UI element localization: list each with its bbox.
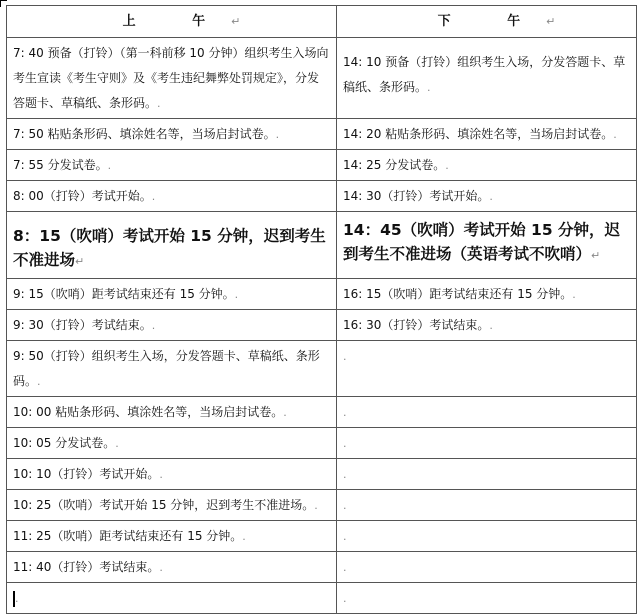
afternoon-cell: . <box>337 490 637 521</box>
header-row <box>7 6 637 38</box>
exam-schedule-table <box>6 5 637 614</box>
afternoon-cell: . <box>337 583 637 614</box>
morning-cell: 9: 15（吹哨）距考试结束还有 15 分钟。. <box>7 279 337 310</box>
afternoon-cell: . <box>337 552 637 583</box>
morning-cell: 9: 30（打铃）考试结束。. <box>7 310 337 341</box>
table-row <box>7 181 637 212</box>
afternoon-cell: . <box>337 521 637 552</box>
table-row <box>7 150 637 181</box>
afternoon-cell: 14: 30（打铃）考试开始。. <box>337 181 637 212</box>
afternoon-cell: 16: 30（打铃）考试结束。. <box>337 310 637 341</box>
afternoon-cell: 14：45（吹哨）考试开始 15 分钟，迟到考生不准进场（英语考试不吹哨）↵ <box>337 212 637 279</box>
table-row <box>7 279 637 310</box>
morning-cell: 10: 00 粘贴条形码、填涂姓名等，当场启封试卷。. <box>7 397 337 428</box>
table-row <box>7 119 637 150</box>
table-row <box>7 341 637 397</box>
table-row <box>7 310 637 341</box>
table-row <box>7 397 637 428</box>
header-afternoon: 下 午↵ <box>337 6 637 38</box>
afternoon-cell: 16: 15（吹哨）距考试结束还有 15 分钟。. <box>337 279 637 310</box>
afternoon-cell: 14: 10 预备（打铃）组织考生入场，分发答题卡、草稿纸、条形码。. <box>337 38 637 119</box>
afternoon-cell: 14: 20 粘贴条形码、填涂姓名等，当场启封试卷。. <box>337 119 637 150</box>
morning-cell: 7: 55 分发试卷。. <box>7 150 337 181</box>
afternoon-cell: . <box>337 341 637 397</box>
table-row <box>7 552 637 583</box>
afternoon-cell: . <box>337 428 637 459</box>
table-row <box>7 521 637 552</box>
table-row <box>7 428 637 459</box>
header-morning: 上 午↵ <box>7 6 337 38</box>
morning-cell: 9: 50（打铃）组织考生入场，分发答题卡、草稿纸、条形码。. <box>7 341 337 397</box>
morning-cell: 10: 05 分发试卷。. <box>7 428 337 459</box>
morning-cell: 11: 25（吹哨）距考试结束还有 15 分钟。. <box>7 521 337 552</box>
table-row <box>7 583 637 614</box>
table-row <box>7 459 637 490</box>
morning-cell: 10: 25（吹哨）考试开始 15 分钟，迟到考生不准进场。. <box>7 490 337 521</box>
afternoon-cell: . <box>337 397 637 428</box>
morning-cell: 10: 10（打铃）考试开始。. <box>7 459 337 490</box>
morning-cell: 8: 00（打铃）考试开始。. <box>7 181 337 212</box>
afternoon-cell: . <box>337 459 637 490</box>
morning-cell: . <box>7 583 337 614</box>
table-row <box>7 38 637 119</box>
table-row-emphasis <box>7 212 637 279</box>
afternoon-cell: 14: 25 分发试卷。. <box>337 150 637 181</box>
morning-cell: 7: 50 粘贴条形码、填涂姓名等，当场启封试卷。. <box>7 119 337 150</box>
morning-cell: 8：15（吹哨）考试开始 15 分钟，迟到考生不准进场↵ <box>7 212 337 279</box>
morning-cell: 7: 40 预备（打铃）（第一科前移 10 分钟）组织考生入场向考生宣读《考生守则》及《考生违纪舞弊处罚规定》，分发答题卡、草稿纸、条形码。. <box>7 38 337 119</box>
table-row <box>7 490 637 521</box>
morning-cell: 11: 40（打铃）考试结束。. <box>7 552 337 583</box>
